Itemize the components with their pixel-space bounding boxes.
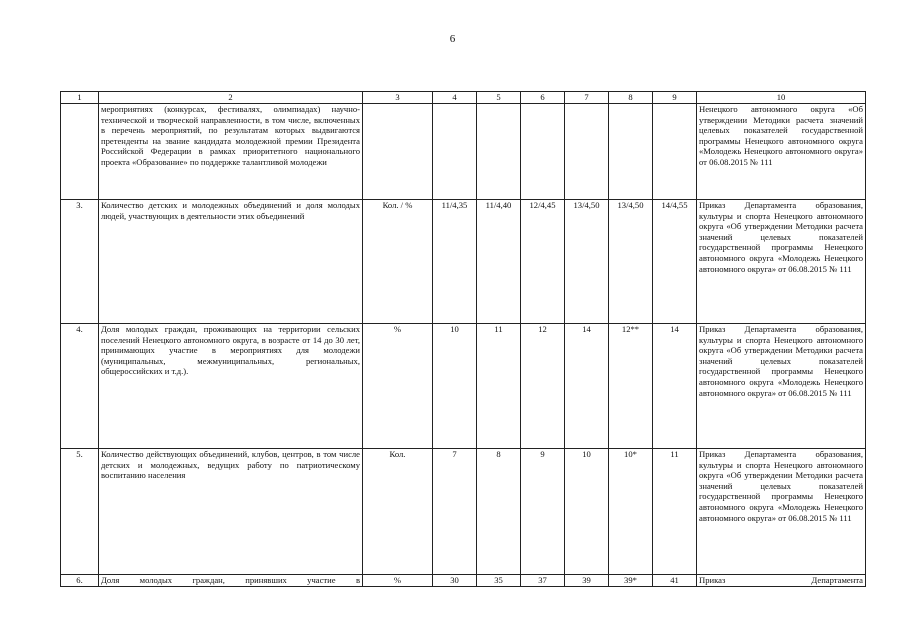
value-col7: 10	[565, 449, 609, 575]
value-col7: 13/4,50	[565, 200, 609, 324]
row-number: 4.	[61, 324, 99, 449]
table-row	[61, 449, 866, 575]
unit: %	[363, 575, 433, 587]
table-row	[61, 575, 866, 587]
value-col8: 39*	[609, 575, 653, 587]
value-col5: 11/4,40	[477, 200, 521, 324]
value-col6: 12	[521, 324, 565, 449]
header-cell: 4	[433, 92, 477, 104]
header-cell: 5	[477, 92, 521, 104]
value-col9: 14/4,55	[653, 200, 697, 324]
header-cell: 10	[697, 92, 866, 104]
value-col8	[609, 104, 653, 200]
value-col8: 10*	[609, 449, 653, 575]
header-cell: 2	[99, 92, 363, 104]
unit	[363, 104, 433, 200]
unit: Кол. / %	[363, 200, 433, 324]
row-number: 6.	[61, 575, 99, 587]
unit: %	[363, 324, 433, 449]
indicator-name: Доля молодых граждан, проживающих на территории сельских поселений Ненецкого автономного округа, в возрасте от 14 до 30 лет, принимающих участие в мероприятиях для молодежи (муниципальных, межмуниципальных, региональных, общероссийских и т.д.).	[99, 324, 363, 449]
value-col7: 14	[565, 324, 609, 449]
header-cell: 6	[521, 92, 565, 104]
page-number: 6	[449, 33, 456, 45]
value-col9: 14	[653, 324, 697, 449]
header-cell: 1	[61, 92, 99, 104]
value-col4: 11/4,35	[433, 200, 477, 324]
row-number	[61, 104, 99, 200]
value-col9	[653, 104, 697, 200]
value-col6	[521, 104, 565, 200]
value-col6: 37	[521, 575, 565, 587]
row-number: 3.	[61, 200, 99, 324]
value-col4: 7	[433, 449, 477, 575]
value-col5: 11	[477, 324, 521, 449]
value-col9: 41	[653, 575, 697, 587]
source-document: Ненецкого автономного округа «Об утверждении Методики расчета значений целевых показателей государственной программы Ненецкого автономного округа «Молодежь Ненецкого автономного округа» от 06.08.2015 № 111	[697, 104, 866, 200]
value-col4: 30	[433, 575, 477, 587]
value-col8: 13/4,50	[609, 200, 653, 324]
indicators-table	[60, 91, 866, 587]
value-col7	[565, 104, 609, 200]
indicator-name: Количество детских и молодежных объединений и доля молодых людей, участвующих в деятельности этих объединений	[99, 200, 363, 324]
indicator-name: мероприятиях (конкурсах, фестивалях, олимпиадах) научно-технической и творческой направленности, в том числе, включенных в перечень мероприятий, по результатам которых выдвигаются претенденты на звание кандидата молодежной премии Президента Российской Федерации в рамках приоритетного национального проекта «Образование» по поддержке талантливой молодежи	[99, 104, 363, 200]
table-row	[61, 104, 866, 200]
header-row	[61, 92, 866, 104]
value-col4	[433, 104, 477, 200]
value-col6: 9	[521, 449, 565, 575]
value-col5: 35	[477, 575, 521, 587]
header-cell: 7	[565, 92, 609, 104]
source-document: Приказ Департамента образования, культуры и спорта Ненецкого автономного округа «Об утверждении Методики расчета значений целевых показателей государственной программы Ненецкого автономного округа «Молодежь Ненецкого автономного округа» от 06.08.2015 № 111	[697, 449, 866, 575]
table-row	[61, 324, 866, 449]
header-cell: 3	[363, 92, 433, 104]
header-cell: 9	[653, 92, 697, 104]
value-col5	[477, 104, 521, 200]
unit: Кол.	[363, 449, 433, 575]
value-col4: 10	[433, 324, 477, 449]
value-col9: 11	[653, 449, 697, 575]
table-row	[61, 200, 866, 324]
source-document: Приказ Департамента	[697, 575, 866, 587]
source-document: Приказ Департамента образования, культуры и спорта Ненецкого автономного округа «Об утверждении Методики расчета значений целевых показателей государственной программы Ненецкого автономного округа «Молодежь Ненецкого автономного округа» от 06.08.2015 № 111	[697, 200, 866, 324]
indicator-name: Доля молодых граждан, принявших участие в	[99, 575, 363, 587]
value-col6: 12/4,45	[521, 200, 565, 324]
header-cell: 8	[609, 92, 653, 104]
value-col5: 8	[477, 449, 521, 575]
indicator-name: Количество действующих объединений, клубов, центров, в том числе детских и молодежных, ведущих работу по патриотическому воспитанию населения	[99, 449, 363, 575]
source-document: Приказ Департамента образования, культуры и спорта Ненецкого автономного округа «Об утверждении Методики расчета значений целевых показателей государственной программы Ненецкого автономного округа «Молодежь Ненецкого автономного округа» от 06.08.2015 № 111	[697, 324, 866, 449]
row-number: 5.	[61, 449, 99, 575]
value-col8: 12**	[609, 324, 653, 449]
value-col7: 39	[565, 575, 609, 587]
